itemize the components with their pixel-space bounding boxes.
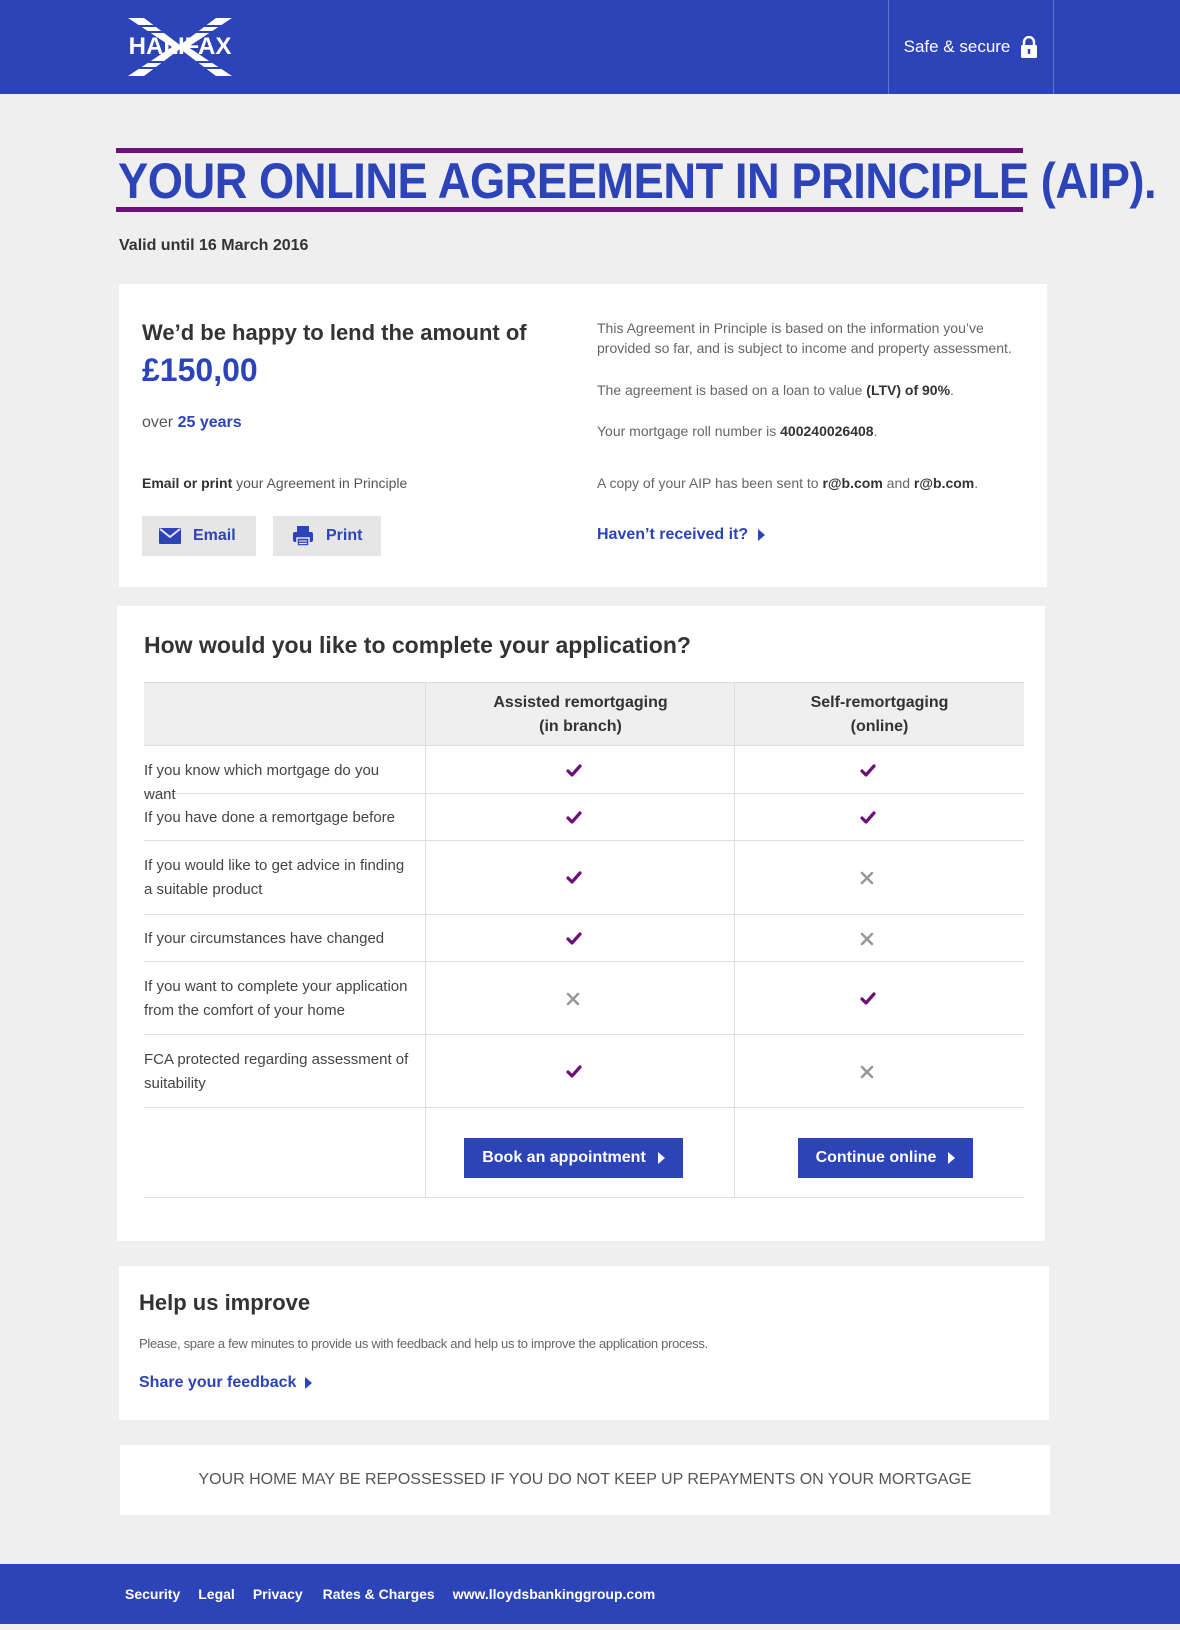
term-text	[142, 414, 242, 432]
lend-heading: We’d be happy to lend the amount of	[142, 320, 527, 345]
email-print-rest: your Agreement in Principle	[232, 475, 408, 491]
row-label: FCA protected regarding assessment of suitability	[144, 1050, 409, 1092]
check-icon	[566, 871, 586, 891]
site-footer	[0, 1564, 1180, 1624]
chevron-right-icon	[305, 1377, 312, 1389]
chevron-right-icon	[658, 1152, 665, 1164]
book-appointment-label: Book an appointment	[482, 1149, 646, 1166]
sent-prefix: A copy of your AIP has been sent to	[597, 475, 823, 491]
check-icon	[566, 932, 586, 952]
ltv-prefix: The agreement is based on a loan to value	[597, 382, 867, 398]
check-icon	[566, 764, 586, 784]
footer-link[interactable]: Legal	[198, 1586, 235, 1602]
row-label: If you want to complete your application from the comfort of your home	[144, 977, 408, 1019]
aip-info-ltv	[597, 380, 1017, 400]
footer-links	[125, 1564, 655, 1624]
sent-mid: and	[882, 475, 914, 491]
cross-icon	[860, 871, 880, 891]
check-icon	[566, 1065, 586, 1085]
col-header-assisted-line2: (in branch)	[539, 718, 622, 735]
page-title-banner	[116, 148, 1157, 212]
table-row	[144, 794, 1024, 841]
valid-until: Valid until 16 March 2016	[119, 237, 309, 254]
lend-amount: £150,00	[142, 352, 258, 388]
cross-icon	[566, 992, 586, 1012]
safe-secure-badge[interactable]	[888, 0, 1054, 94]
share-feedback-label: Share your feedback	[139, 1374, 297, 1391]
continue-online-label: Continue online	[815, 1149, 937, 1166]
col-header-self	[735, 683, 1024, 747]
sent-email-1: r@b.com	[822, 475, 883, 491]
havent-received-label: Haven’t received it?	[597, 526, 749, 543]
roll-prefix: Your mortgage roll number is	[597, 423, 781, 439]
check-icon	[860, 764, 880, 784]
book-appointment-button[interactable]	[464, 1138, 683, 1178]
term-value: 25 years	[177, 414, 242, 431]
continue-online-button[interactable]	[798, 1138, 973, 1178]
ltv-value: (LTV) of 90%	[866, 382, 951, 398]
application-options-card	[117, 606, 1045, 1241]
help-heading: Help us improve	[139, 1290, 311, 1315]
page-title: YOUR ONLINE AGREEMENT IN PRINCIPLE (AIP).	[118, 153, 1157, 209]
table-row	[144, 747, 1024, 803]
table-row	[144, 962, 1024, 1035]
email-button-label: Email	[193, 527, 236, 544]
check-icon	[566, 811, 586, 831]
offer-card	[119, 284, 1047, 587]
cross-icon	[860, 932, 880, 952]
footer-link[interactable]: Privacy	[252, 1586, 303, 1602]
aip-info-basis: This Agreement in Principle is based on the information you’ve provided so far, and is subject to income and property assessment.	[597, 320, 1012, 356]
col-header-self-line2: (online)	[850, 718, 909, 735]
cross-icon	[860, 1065, 880, 1085]
email-button[interactable]	[142, 516, 256, 556]
roll-number: 400240026408	[780, 423, 874, 439]
site-header	[0, 0, 1180, 94]
email-print-bold: Email or print	[142, 475, 233, 491]
term-prefix: over	[142, 414, 174, 431]
print-button[interactable]	[273, 516, 381, 556]
table-row	[144, 915, 1024, 962]
feedback-card	[119, 1266, 1049, 1420]
chevron-right-icon	[758, 529, 765, 541]
table-header	[144, 682, 1024, 746]
sent-email-2: r@b.com	[913, 475, 975, 491]
help-text: Please, spare a few minutes to provide us with feedback and help us to improve the application process.	[139, 1336, 708, 1351]
aip-info-email-sent	[597, 473, 1017, 493]
row-label: If your circumstances have changed	[144, 929, 385, 947]
safe-secure-label: Safe & secure	[903, 37, 1011, 56]
lock-icon	[1020, 36, 1038, 58]
col-header-assisted-line1: Assisted remortgaging	[493, 694, 668, 711]
check-icon	[860, 992, 880, 1012]
row-label: If you would like to get advice in finding a suitable product	[144, 857, 405, 898]
email-print-note	[142, 475, 407, 491]
col-header-assisted	[426, 683, 735, 747]
table-row	[144, 1035, 1024, 1108]
footer-link[interactable]: Security	[125, 1586, 181, 1602]
ltv-suffix: .	[950, 382, 954, 398]
repossession-warning: YOUR HOME MAY BE REPOSSESSED IF YOU DO NOT KEEP UP REPAYMENTS ON YOUR MORTGAGE	[120, 1445, 1050, 1515]
footer-link[interactable]: Rates & Charges	[322, 1586, 435, 1602]
options-heading: How would you like to complete your application?	[144, 632, 691, 658]
brand-name: HALIFAX	[128, 33, 232, 60]
row-label: If you have done a remortgage before	[144, 808, 396, 826]
roll-suffix: .	[873, 423, 878, 439]
column-divider	[425, 682, 426, 1198]
havent-received-link[interactable]	[597, 526, 765, 544]
sent-suffix: .	[974, 475, 979, 491]
printer-icon	[292, 525, 314, 547]
aip-info-roll-number	[597, 421, 1017, 441]
table-row	[144, 841, 1024, 915]
check-icon	[860, 811, 880, 831]
footer-link[interactable]: www.lloydsbankinggroup.com	[452, 1586, 656, 1602]
col-header-self-line1: Self-remortgaging	[810, 694, 949, 711]
print-button-label: Print	[326, 527, 363, 544]
halifax-logo[interactable]	[124, 18, 236, 76]
chevron-right-icon	[948, 1152, 955, 1164]
row-label: If you know which mortgage do you want	[144, 761, 380, 803]
column-divider	[734, 682, 735, 1198]
envelope-icon	[159, 528, 181, 544]
share-feedback-link[interactable]	[139, 1374, 312, 1392]
